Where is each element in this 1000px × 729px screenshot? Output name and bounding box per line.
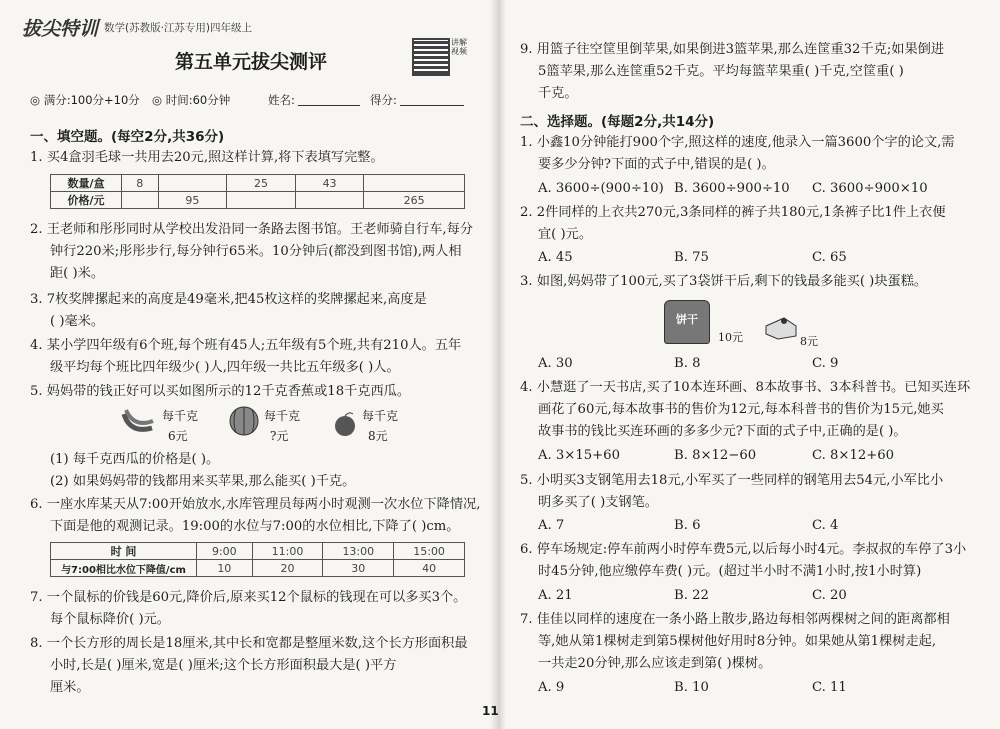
q8-line: 小时,长是( )厘米,宽是( )厘米;这个长方形面积最大是( )平方 xyxy=(50,658,397,673)
q6-line: 下面是他的观测记录。19:00的水位与7:00的水位相比,下降了( )cm。 xyxy=(50,519,460,534)
c4-line: 4. 小慧逛了一天书店,买了10本连环画、8本故事书、3本科普书。已知买连环 xyxy=(520,380,971,395)
fruit-label: 每千克 xyxy=(162,409,199,423)
c5-line: 5. 小明买3支钢笔用去18元,小军买了一些同样的钢笔用去54元,小军比小 xyxy=(520,473,944,488)
biscuit-label: 饼干 xyxy=(676,313,698,326)
c6-line: 时45分钟,他应缴停车费( )元。(超过半小时不满1小时,按1小时算) xyxy=(538,564,922,579)
q4-line: 级平均每个班比四年级少( )人,四年级一共比五年级多( )人。 xyxy=(50,360,400,375)
c6-line: 6. 停车场规定:停车前两小时停车费5元,以后每小时4元。李叔叔的车停了3小 xyxy=(520,542,967,557)
option-a[interactable]: A. 30 xyxy=(538,356,573,371)
c1-line: 要多少分钟?下面的式子中,错误的是( )。 xyxy=(538,157,775,172)
table-cell[interactable]: 25 xyxy=(227,175,296,192)
c1-line: 1. 小鑫10分钟能打900个字,照这样的速度,他录入一篇3600个字的论文,需 xyxy=(520,135,955,150)
option-c[interactable]: C. 20 xyxy=(812,588,847,603)
qr-code-icon[interactable] xyxy=(412,38,450,76)
table-cell: 9:00 xyxy=(197,543,253,560)
option-c[interactable]: C. 4 xyxy=(812,518,839,533)
table-cell[interactable] xyxy=(158,175,227,192)
section2-heading: 二、选择题。(每题2分,共14分) xyxy=(520,114,715,130)
table-cell[interactable] xyxy=(227,192,296,209)
q3-line: ( )毫米。 xyxy=(50,314,105,329)
q2-line: 距( )米。 xyxy=(50,266,105,281)
c2-line: 宜( )元。 xyxy=(538,227,593,242)
cake-price: 8元 xyxy=(800,335,818,348)
table-cell: 11:00 xyxy=(252,543,323,560)
q3-line: 3. 7枚奖牌摞起来的高度是49毫米,把45枚这样的奖牌摞起来,高度是 xyxy=(30,292,427,307)
q6-line: 6. 一座水库某天从7:00开始放水,水库管理员每两小时观测一次水位下降情况, xyxy=(30,497,481,512)
fruit-price: 6元 xyxy=(168,429,188,443)
biscuit-bag-icon xyxy=(664,300,710,344)
q8-line: 8. 一个长方形的周长是18厘米,其中长和宽都是整厘米数,这个长方形面积最 xyxy=(30,636,468,651)
table-cell[interactable]: 265 xyxy=(364,192,465,209)
table-cell: 30 xyxy=(323,560,394,577)
q8-line: 厘米。 xyxy=(50,680,90,695)
option-b[interactable]: B. 3600÷900÷10 xyxy=(674,181,790,196)
biscuit-price: 10元 xyxy=(718,331,743,344)
fruit-price: 8元 xyxy=(368,429,388,443)
watermelon-icon xyxy=(228,405,260,437)
table-row xyxy=(51,560,465,577)
section1-heading: 一、填空题。(每空2分,共36分) xyxy=(30,129,225,145)
table-cell: 价格/元 xyxy=(51,192,122,209)
q2-line: 2. 王老师和彤彤同时从学校出发沿同一条路去图书馆。王老师骑自行车,每分 xyxy=(30,222,473,237)
option-b[interactable]: B. 6 xyxy=(674,518,701,533)
book-subtitle: 数学(苏教版·江苏专用)四年级上 xyxy=(104,22,253,34)
option-c[interactable]: C. 65 xyxy=(812,250,847,265)
c5-line: 明多买了( )支钢笔。 xyxy=(538,495,658,510)
table-cell: 时 间 xyxy=(51,543,197,560)
table-cell[interactable]: 43 xyxy=(295,175,364,192)
time-info: ◎ 时间:60分钟 xyxy=(152,93,231,107)
q7-line: 每个鼠标降价( )元。 xyxy=(50,612,170,627)
q1-table xyxy=(50,174,465,209)
option-c[interactable]: C. 11 xyxy=(812,680,847,695)
points-blank[interactable] xyxy=(400,105,464,106)
q2-line: 钟行220米;彤彤步行,每分钟行65米。10分钟后(都没到图书馆),两人相 xyxy=(50,244,462,259)
table-row xyxy=(51,175,465,192)
c7-line: 一共走20分钟,那么应该走到第( )棵树。 xyxy=(538,656,772,671)
option-a[interactable]: A. 7 xyxy=(538,518,565,533)
table-cell: 10 xyxy=(197,560,253,577)
table-cell[interactable] xyxy=(295,192,364,209)
table-row xyxy=(51,543,465,560)
brand-logo: 拔尖特训 xyxy=(22,18,99,40)
q9-line: 千克。 xyxy=(538,86,578,101)
table-cell[interactable]: 8 xyxy=(122,175,159,192)
c4-line: 画花了60元,每本故事书的售价为12元,每本科普书的售价为15元,她买 xyxy=(538,402,944,417)
table-row xyxy=(51,192,465,209)
q7-line: 7. 一个鼠标的价钱是60元,降价后,原来买12个鼠标的钱现在可以多买3个。 xyxy=(30,590,467,605)
option-a[interactable]: A. 21 xyxy=(538,588,573,603)
table-cell[interactable]: 95 xyxy=(158,192,227,209)
q5-sub1: (1) 每千克西瓜的价格是( )。 xyxy=(50,452,220,467)
option-b[interactable]: B. 8 xyxy=(674,356,701,371)
c7-line: 7. 佳佳以同样的速度在一条小路上散步,路边每相邻两棵树之间的距离都相 xyxy=(520,612,950,627)
option-b[interactable]: B. 22 xyxy=(674,588,709,603)
q5-text: 5. 妈妈带的钱正好可以买如图所示的12千克香蕉或18千克西瓜。 xyxy=(30,384,411,399)
fruit-price: ?元 xyxy=(270,429,289,443)
option-c[interactable]: C. 8×12+60 xyxy=(812,448,895,463)
fruit-label: 每千克 xyxy=(264,409,301,423)
table-cell: 数量/盒 xyxy=(51,175,122,192)
q4-line: 4. 某小学四年级有6个班,每个班有45人;五年级有5个班,共有210人。五年 xyxy=(30,338,462,353)
name-blank[interactable] xyxy=(298,105,360,106)
page-spine xyxy=(490,0,506,729)
option-a[interactable]: A. 3600÷(900÷10) xyxy=(538,181,664,196)
table-cell: 15:00 xyxy=(394,543,465,560)
table-cell[interactable] xyxy=(364,175,465,192)
cake-icon xyxy=(764,314,798,340)
option-c[interactable]: C. 9 xyxy=(812,356,839,371)
page-title: 第五单元拔尖测评 xyxy=(175,51,328,73)
q6-table xyxy=(50,542,465,577)
q5-sub2: (2) 如果妈妈带的钱都用来买苹果,那么能买( )千克。 xyxy=(50,474,356,489)
option-a[interactable]: A. 9 xyxy=(538,680,565,695)
option-a[interactable]: A. 45 xyxy=(538,250,573,265)
option-b[interactable]: B. 8×12−60 xyxy=(674,448,757,463)
table-cell: 与7:00相比水位下降值/cm xyxy=(51,560,197,577)
option-a[interactable]: A. 3×15+60 xyxy=(538,448,620,463)
option-b[interactable]: B. 75 xyxy=(674,250,709,265)
q9-line: 5篮苹果,那么连筐重52千克。平均每篮苹果重( )千克,空筐重( ) xyxy=(538,64,904,79)
score-info: ◎ 满分:100分+10分 xyxy=(30,93,140,107)
name-label: 姓名: xyxy=(268,93,295,107)
c7-line: 等,她从第1棵树走到第5棵树他好用时8分钟。如果她从第1棵树走起, xyxy=(538,634,937,649)
table-cell[interactable] xyxy=(122,192,159,209)
points-label: 得分: xyxy=(370,93,397,107)
banana-icon xyxy=(120,406,156,436)
fruit-label: 每千克 xyxy=(362,409,399,423)
c2-line: 2. 2件同样的上衣共270元,3条同样的裤子共180元,1条裤子比1件上衣便 xyxy=(520,205,946,220)
table-cell: 13:00 xyxy=(323,543,394,560)
q1-text: 1. 买4盒羽毛球一共用去20元,照这样计算,将下表填写完整。 xyxy=(30,150,384,165)
c4-line: 故事书的钱比买连环画的多多少元?下面的式子中,正确的是( )。 xyxy=(538,424,907,439)
option-b[interactable]: B. 10 xyxy=(674,680,709,695)
table-cell: 40 xyxy=(394,560,465,577)
page-number: 11 xyxy=(482,704,499,718)
apple-icon xyxy=(332,411,358,437)
q9-line: 9. 用篮子往空筐里倒苹果,如果倒进3篮苹果,那么连筐重32千克;如果倒进 xyxy=(520,42,945,57)
option-c[interactable]: C. 3600÷900×10 xyxy=(812,181,928,196)
qr-label: 讲解视频 xyxy=(451,38,467,56)
table-cell: 20 xyxy=(252,560,323,577)
c3-line: 3. 如图,妈妈带了100元,买了3袋饼干后,剩下的钱最多能买( )块蛋糕。 xyxy=(520,274,928,289)
